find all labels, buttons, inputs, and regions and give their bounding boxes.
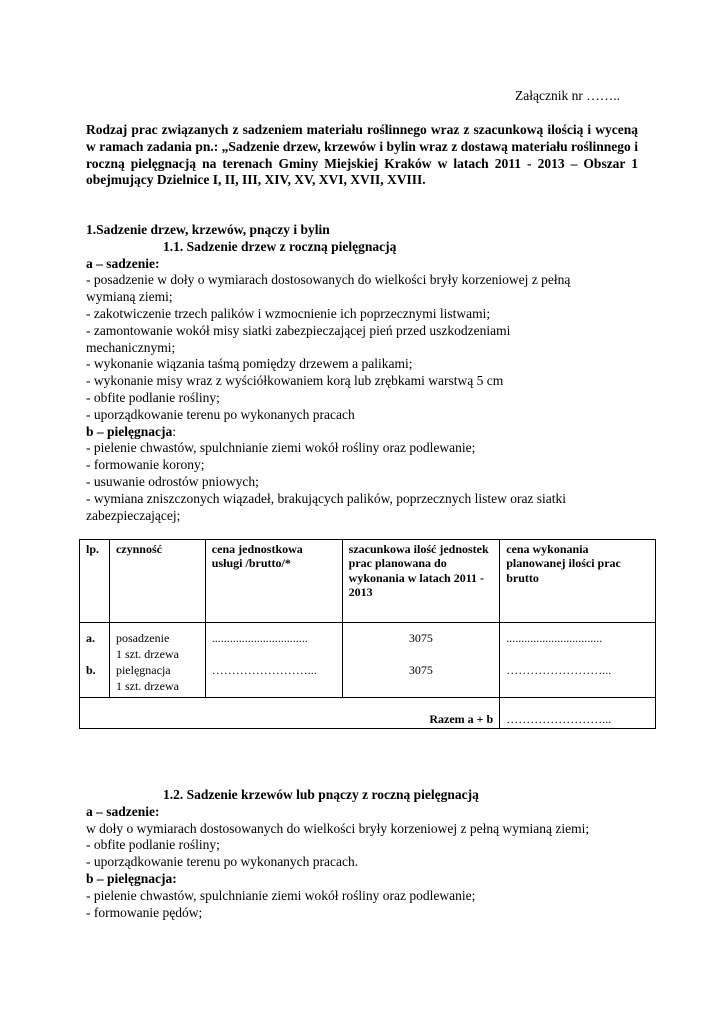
list-item: - wykonanie misy wraz z wyściółkowaniem korą lub zrębkami warstwą 5 cm (86, 373, 504, 389)
section-1-2-title: 1.2. Sadzenie krzewów lub pnączy z roczną pielęgnacją (163, 787, 479, 802)
lp-cell (80, 623, 110, 698)
activity-cell (109, 623, 205, 698)
list-item: wymianą ziemi; (86, 289, 173, 305)
section-1-1-title: 1.1. Sadzenie drzew z roczną pielęgnacją (163, 238, 397, 254)
list-item: - uporządkowanie terenu po wykonanych pracach (86, 406, 355, 422)
list-item: - wykonanie wiązania taśmą pomiędzy drzewem a palikami; (86, 356, 413, 372)
quantity-b: 3075 (408, 663, 433, 677)
list-item: - zakotwiczenie trzech palików i wzmocnienie ich poprzecznymi listwami; (86, 305, 491, 321)
total-price-cell (500, 623, 656, 698)
unit-price-a: ................................ (211, 631, 308, 645)
list-item: - formowanie korony; (86, 457, 205, 473)
table-sum-row (80, 698, 656, 729)
list-item: - obfite podlanie rośliny; (86, 837, 220, 853)
list-item: - uporządkowanie terenu po wykonanych pracach. (86, 854, 359, 870)
list-item: - pielenie chwastów, spulchnianie ziemi wokół rośliny oraz podlewanie; (86, 887, 476, 903)
section-1 (86, 222, 570, 524)
total-price-b: ……………………... (506, 663, 612, 677)
sum-label: Razem a + b (80, 698, 500, 729)
list-item: w doły o wymiarach dostosowanych do wielkości bryły korzeniowej z pełną wymianą ziemi; (86, 820, 590, 836)
quantity-cell (342, 623, 500, 698)
annex-number: Załącznik nr …….. (515, 88, 620, 103)
header-unit-price: cena jednostkowa usługi /brutto/* (205, 540, 342, 623)
care-label: b – pielęgnacja (86, 423, 173, 439)
quantity-a: 3075 (408, 631, 433, 645)
table-row (80, 623, 656, 698)
list-item: - posadzenie w doły o wymiarach dostosowanych do wielkości bryły korzeniowej z pełną (86, 272, 571, 288)
list-item: - usuwanie odrostów pniowych; (86, 473, 259, 489)
planting-label: a – sadzenie: (86, 255, 160, 271)
sum-value: ……………………... (500, 698, 656, 729)
activity-b: pielęgnacja (115, 663, 171, 677)
header-quantity: szacunkowa ilość jednostek prac planowana do wykonania w latach 2011 - 2013 (342, 540, 500, 623)
header-lp: lp. (80, 540, 110, 623)
list-item: - pielenie chwastów, spulchnianie ziemi wokół rośliny oraz podlewanie; (86, 440, 476, 456)
care-label-line (86, 424, 570, 441)
works-table (79, 539, 656, 729)
list-item: - formowanie pędów; (86, 904, 203, 920)
table-header-row (80, 540, 656, 623)
care-label-colon: : (172, 423, 177, 439)
activity-a-unit: 1 szt. drzewa (115, 647, 179, 661)
activity-b-unit: 1 szt. drzewa (115, 679, 179, 693)
activity-a: posadzenie (115, 631, 170, 645)
total-price-a: ................................ (506, 631, 603, 645)
unit-price-cell (205, 623, 342, 698)
planting-label-2: a – sadzenie: (86, 803, 160, 819)
list-item: mechanicznymi; (86, 339, 176, 355)
header-total-price: cena wykonania planowanej ilości prac brutto (500, 540, 656, 623)
section-1-2 (86, 787, 589, 921)
header-activity: czynność (109, 540, 205, 623)
lp-a: a. (86, 631, 95, 645)
list-item: - zamontowanie wokół misy siatki zabezpieczającej pień przed uszkodzeniami (86, 322, 511, 338)
lp-b: b. (86, 663, 96, 677)
unit-price-b: ……………………... (211, 663, 317, 677)
section-1-title: 1.Sadzenie drzew, krzewów, pnączy i bylin (86, 222, 330, 237)
care-label-2: b – pielęgnacja: (86, 870, 177, 886)
list-item: - wymiana zniszczonych wiązadeł, brakujących palików, poprzecznych listew oraz siatki (86, 490, 567, 506)
list-item: zabezpieczającej; (86, 507, 181, 523)
document-heading: Rodzaj prac związanych z sadzeniem materiału roślinnego wraz z szacunkową ilością i wyceną w ramach zadania pn.: „Sadzenie drzew, krzewów i bylin wraz z dostawą materiału roślinnego i roczną pielęgnacją na terenach Gminy Miejskiej Kraków w latach 2011 - 2013 – Obszar 1 obejmujący Dzielnice I, II, III, XIV, XV, XVI, XVII, XVIII. (86, 122, 638, 188)
list-item: - obfite podlanie rośliny; (86, 389, 220, 405)
